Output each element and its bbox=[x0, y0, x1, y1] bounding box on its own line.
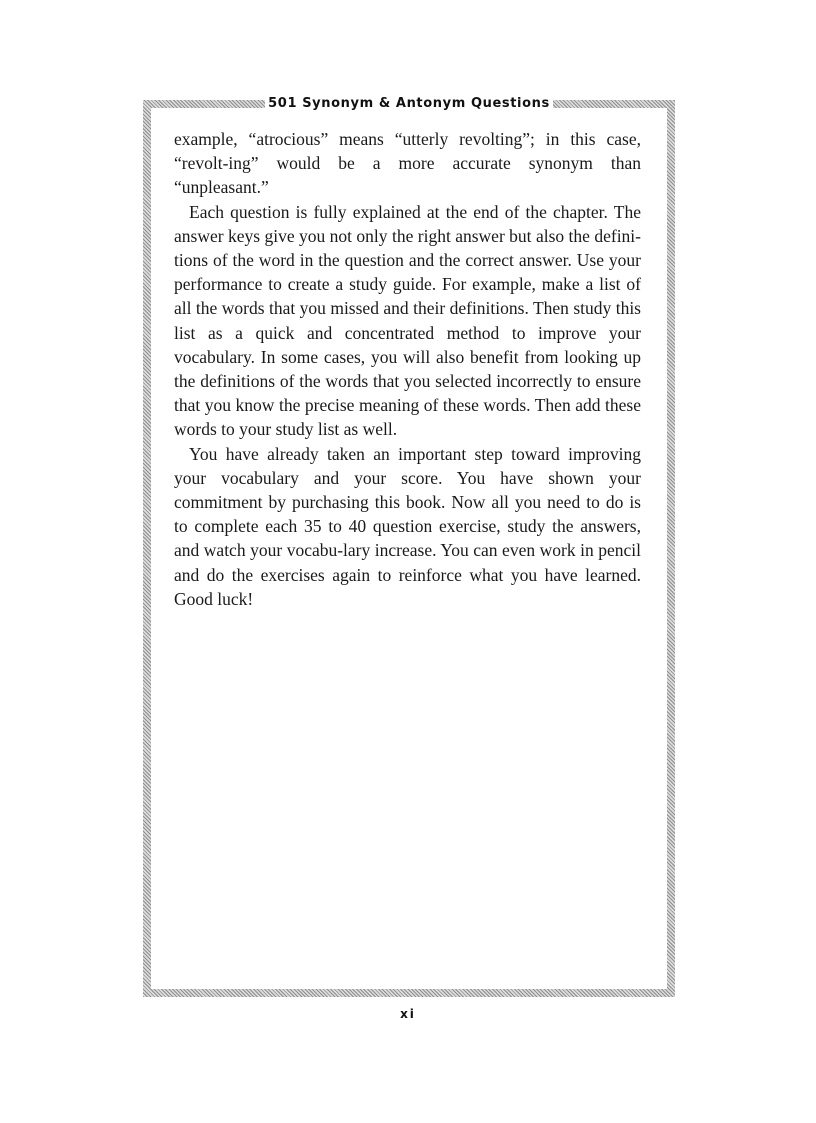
paragraph-2: Each question is fully explained at the end of the chapter. The answer keys give you not only the right answer but also the defini-tions of the word in the question and the correct answer. Use your performance to create a study guide. For example, make a list of all the words that you missed and their definitions. Then study this list as a quick and concentrated method to improve your vocabulary. In some cases, you will also benefit from looking up the definitions of the words that you selected incorrectly to ensure that you know the precise meaning of these words. Then add these words to your study list as well. bbox=[174, 201, 641, 440]
paragraph-1: example, “atrocious” means “utterly revolting”; in this case, “revolt-ing” would be a more accurate synonym than “unpleasant.” bbox=[174, 129, 641, 198]
paragraph-3: You have already taken an important step toward improving your vocabulary and your score. You have shown your commitment by purchasing this book. Now all you need to do is to complete each 35 to 40 question exercise, study the answers, and watch your vocabu-lary increase. You can even work in pencil and do the exercises again to reinforce what you have learned. Good luck! bbox=[174, 443, 641, 609]
running-header-title: 501 Synonym & Antonym Questions bbox=[265, 92, 553, 114]
body-text bbox=[174, 127, 641, 611]
page-number: xi bbox=[381, 1006, 435, 1022]
